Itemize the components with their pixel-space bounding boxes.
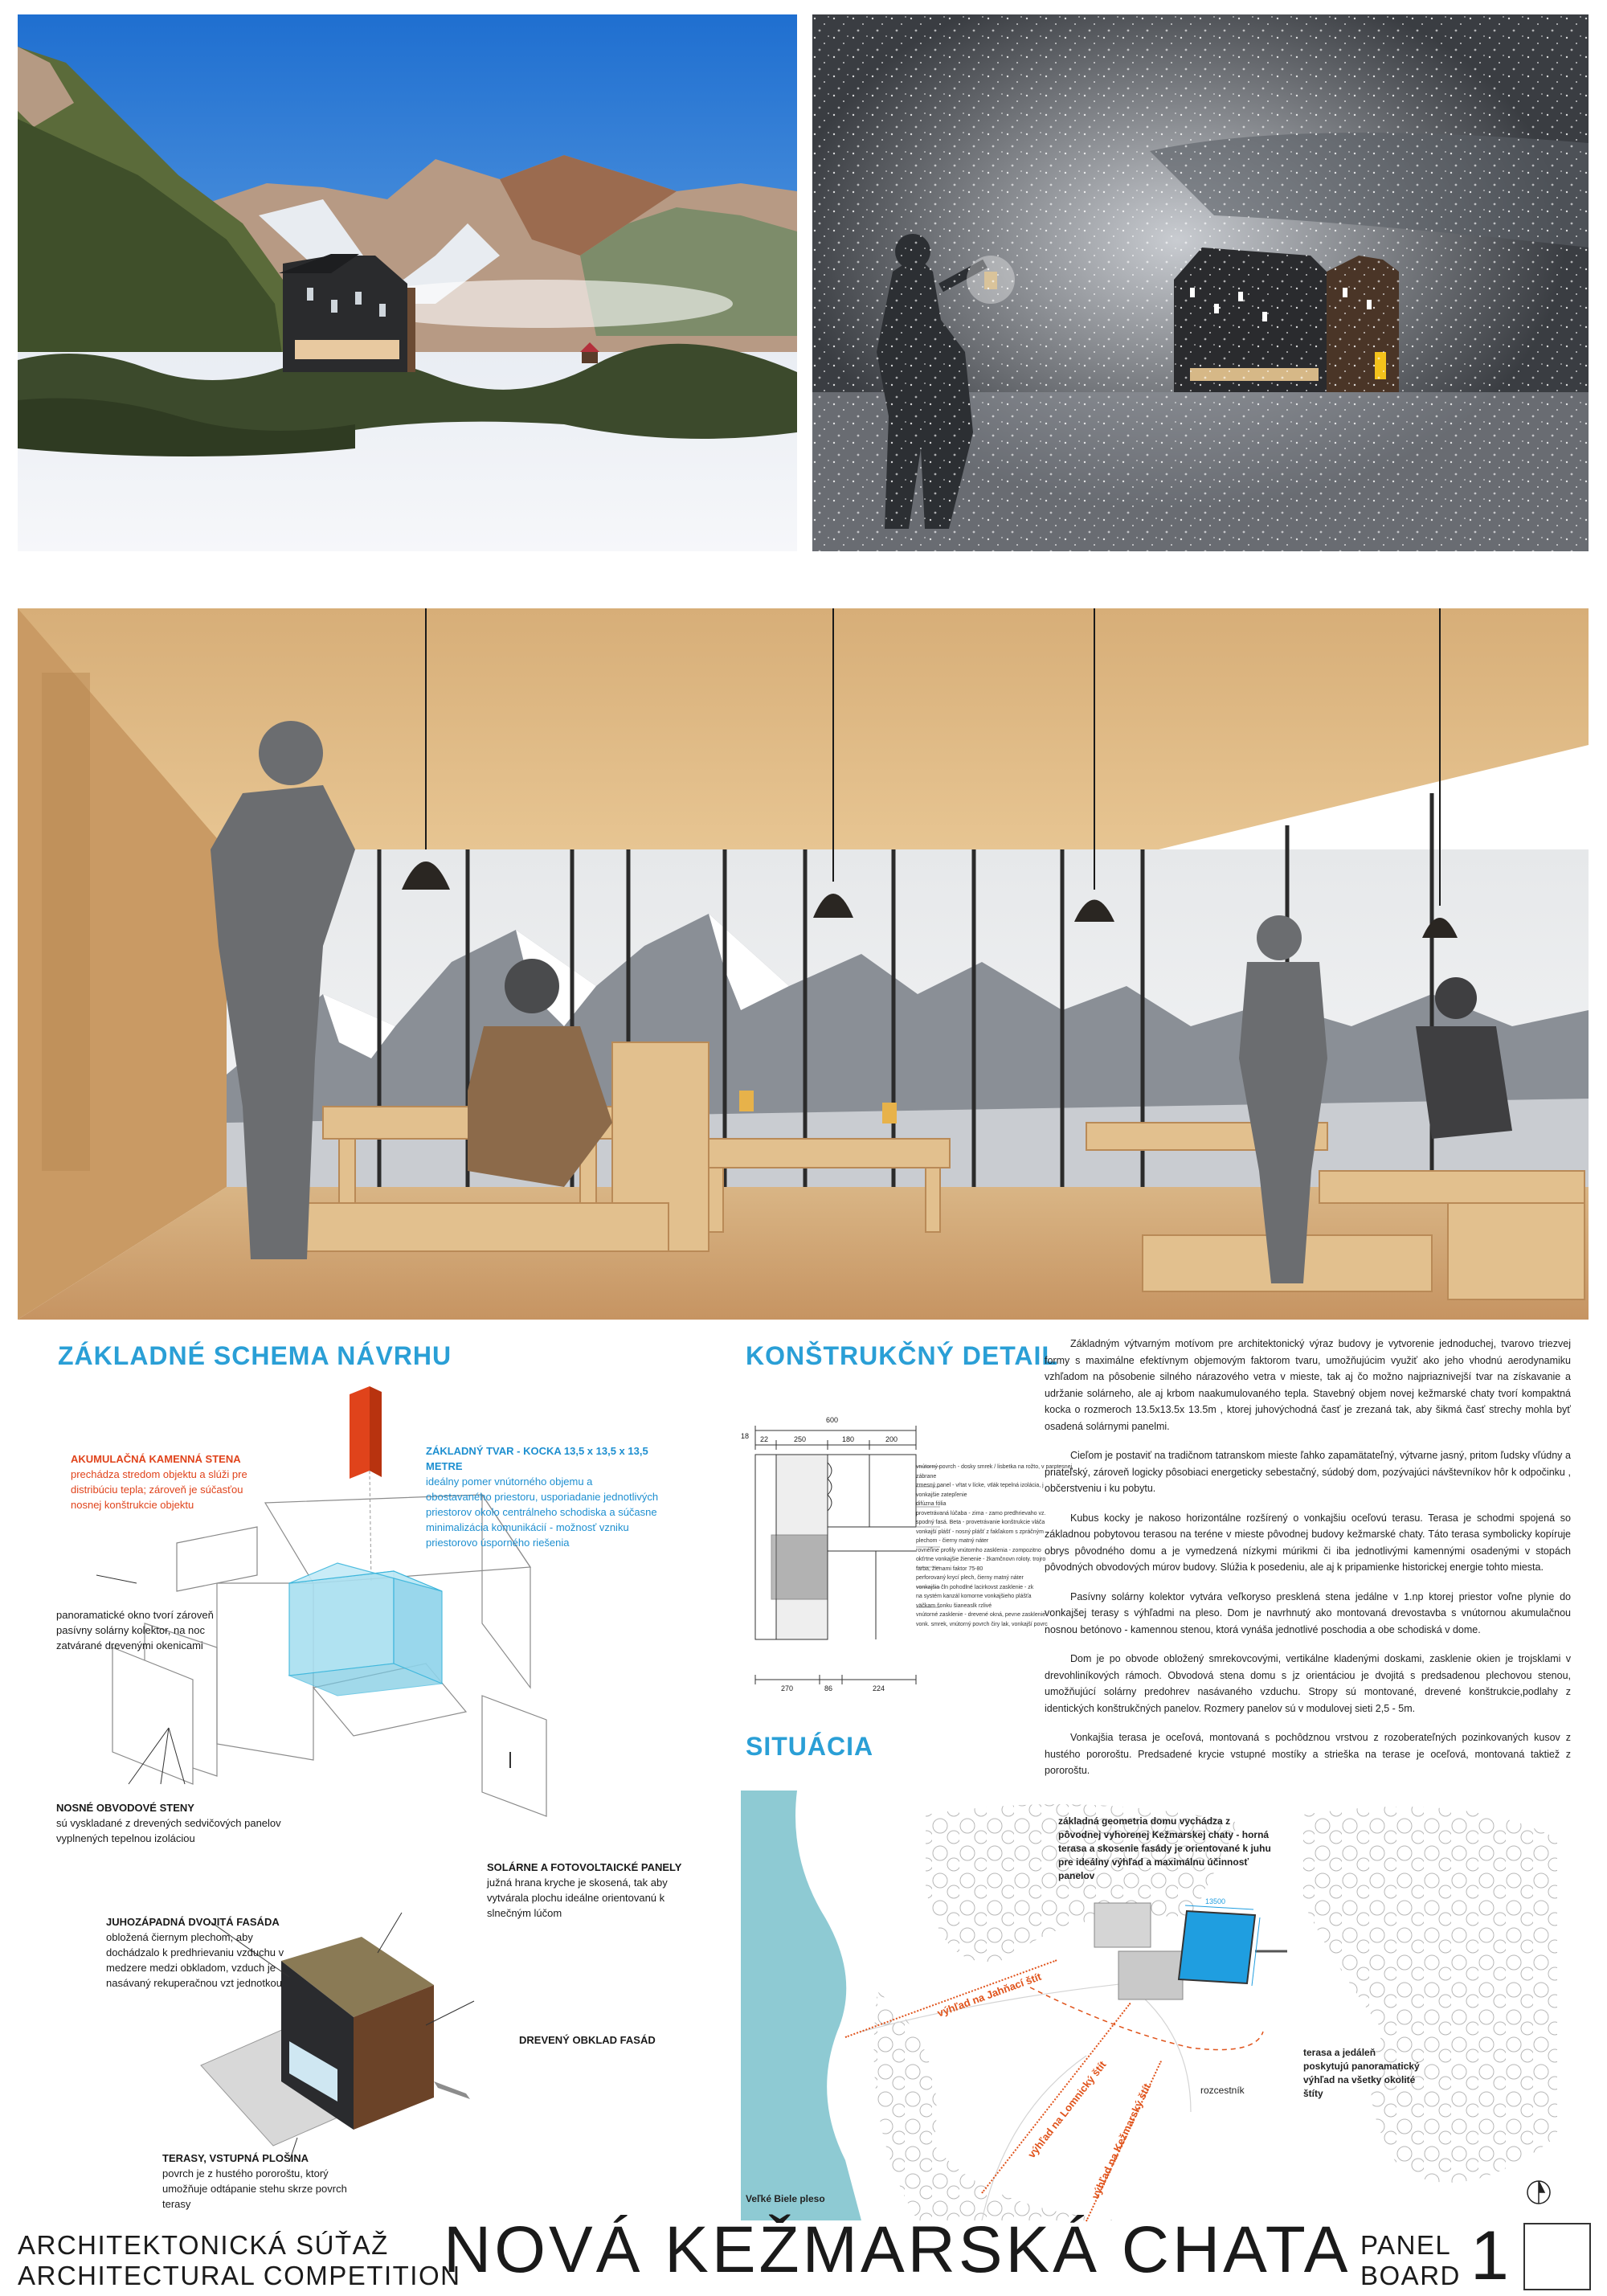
detail-legend-item: väčkam šonku šianeaslk rzlivé bbox=[916, 1602, 992, 1609]
description-paragraph: Pasívny solárny kolektor vytvára veľkoryso presklená stena jedálne v 1.np ktorej priestor voľne plynie do vonkajšej terasy s výhľadmi na pleso. Dom je navrhnutý ako montovaná drevostavba s vnútornou akumulačnou nosnou betónovo - kamennou stenou, ktorá vynáša jednotlivé poschodia a obe schodiská v dome. bbox=[1045, 1590, 1571, 1635]
note-stone-wall-body: prechádza stredom objektu a slúži pre distribúciu tepla; zároveň je súčasťou nosnej konštrukcie objektu bbox=[71, 1468, 247, 1511]
note-terrace-view: terasa a jedáleň poskytujú panoramatický výhľad na všetky okolité štíty bbox=[1303, 2047, 1420, 2099]
note-walls bbox=[56, 1800, 289, 1846]
panel-label-2: BOARD bbox=[1360, 2261, 1461, 2290]
note-facade-body: obložená čiernym plechom, aby dochádzalo k predhrievaniu vzduchu v medzere medzi obkladom, vzduch je nasávaný rekuperačnou vzt jednotkou bbox=[106, 1931, 284, 1989]
note-terraces bbox=[162, 2151, 355, 2212]
note-geometry: základná geometria domu vychádza z pôvodnej vyhorenej Kežmarskej chaty - horná terasa a skosenie fasády je orientované k juhu pre ideálny výhľad a maximálnu účinnosť panelov bbox=[1058, 1815, 1271, 1881]
note-walls-body: sú vyskladané z drevených sedvičových panelov vyplnených tepelnou izoláciou bbox=[56, 1817, 281, 1844]
dim-top-4: 200 bbox=[885, 1435, 898, 1443]
detail-legend-item: vonkajší plášť - nosný plášť z fakľakom s zpráčným bbox=[916, 1529, 1045, 1535]
description-paragraph: Vonkajšia terasa je oceľová, montovaná s pochôdznou vrstvou z rozoberateľných pozinkovaných kusov z hustého pororoštu. Predsadené krycie vstupné mostíky a strieška na terase je oceľová, montovaná taktiež z pororoštu. bbox=[1045, 1732, 1571, 1776]
competition-label-en: ARCHITECTURAL COMPETITION bbox=[18, 2261, 461, 2290]
detail-legend-item: spodný fasá. Beta - provetrávanie konštrukcie vláča bbox=[916, 1520, 1045, 1525]
situation-map bbox=[741, 1791, 1557, 2220]
exterior-render-storm bbox=[812, 14, 1589, 551]
board-number: 1 bbox=[1470, 2217, 1509, 2294]
note-stone-wall-title: AKUMULAČNÁ KAMENNÁ STENA bbox=[71, 1453, 241, 1465]
dim-top-1: 22 bbox=[760, 1435, 769, 1443]
note-panoramic-window: panoramatické okno tvorí zároveň pasívny solárny kolektor, na noc zatvárané drevenými okenicami bbox=[56, 1609, 214, 1651]
detail-legend-item: vonkajšia čln pohodlné lacirkovst zasklenie - zk bbox=[916, 1584, 1034, 1590]
situation-heading: SITUÁCIA bbox=[746, 1732, 874, 1761]
dim-bottom-3: 224 bbox=[873, 1684, 885, 1692]
detail-legend-item: vonkajšie zatepľenie bbox=[916, 1492, 967, 1498]
detail-legend-item: perforovaný krycí plech, čierny matný náter bbox=[916, 1575, 1024, 1581]
description-text bbox=[1045, 1336, 1571, 1792]
description-paragraph: Cieľom je postaviť na tradičnom tatranskom mieste ľahko zapamätateľný, výtvarne jasný, pritom ľudsky vľúdny a priateľský, zároveň logicky pôsobiaci energeticky sebestačný, súdobý dom, pozývajúci návštevníkov hôr k odpočinku , občerstveniu i ku pobytu. bbox=[1045, 1450, 1571, 1494]
detail-heading: KONŠTRUKČNÝ DETAIL bbox=[746, 1341, 1058, 1370]
note-facade-title: JUHOZÁPADNÁ DVOJITÁ FASÁDA bbox=[106, 1916, 280, 1928]
detail-legend-item: vnútorné zasklenie - drevené okná, pevne zasklenie bbox=[916, 1612, 1046, 1618]
interior-image bbox=[18, 608, 1589, 1320]
detail-legend-item: vonk. smrek, vnútorný povrch čiry lak, vonkajší povrc bbox=[916, 1621, 1048, 1627]
building-dim: 13500 bbox=[1205, 1897, 1226, 1905]
detail-legend-item: plechom - čierny matný náter bbox=[916, 1538, 989, 1544]
panel-label bbox=[1360, 2230, 1461, 2291]
label-rozcestnik: rozcestník bbox=[1200, 2085, 1245, 2096]
competition-label-sk: ARCHITEKTONICKÁ SÚŤAŽ bbox=[18, 2230, 389, 2260]
detail-legend-item: rovnéľine profily vnútornho zasklenia - zompozitno bbox=[916, 1547, 1041, 1553]
exterior-render-day bbox=[18, 14, 797, 551]
detail-legend-item: zmesný panel - vŕtat v lícke, vtlák tepelná izolácia, j bbox=[916, 1483, 1044, 1488]
detail-drawing bbox=[739, 1414, 1077, 1720]
note-stone-wall bbox=[71, 1451, 264, 1512]
detail-legend-item: vnútorný povrch - dosky smrek / lisbetka na rožto, v parotesnej zábrane bbox=[916, 1464, 1073, 1480]
label-lake: Veľké Biele pleso bbox=[746, 2193, 825, 2204]
note-cladding: DREVENÝ OBKLAD FASÁD bbox=[519, 2034, 656, 2046]
project-title: NOVÁ KEŽMARSKÁ CHATA bbox=[444, 2213, 1351, 2286]
note-basic-shape bbox=[426, 1443, 659, 1550]
description-paragraph: Kubus kocky je nakoso horizontálne rozšírený o vonkajšiu oceľovú terasu. Terasa je schodmi spojená so základnou pobytovou terasou na teréne v mieste pôvodnej budovy kežmarské chaty. Táto terasa symbolicky kopíruje obrys pôvodného domu a je vymedzená nízkymi múrikmi či iba jednotlivými kamennými osadenými v stopách pôvodných obvodových múrov budovy. Slúžia k posedeniu, ale aj k pripamienke historickej energie tohto miesta. bbox=[1045, 1512, 1571, 1573]
note-solar-panels bbox=[487, 1860, 696, 1921]
view-label-3: výhľad na Kežmarský štít bbox=[1089, 2081, 1154, 2201]
dim-bottom-2: 86 bbox=[824, 1684, 833, 1692]
interior-render bbox=[18, 608, 1589, 1320]
competition-label bbox=[18, 2230, 460, 2291]
dim-top-2: 250 bbox=[794, 1435, 807, 1443]
board-box bbox=[1523, 2223, 1591, 2290]
description-paragraph: Základným výtvarným motívom pre architektonický výraz budovy je vytvorenie jednoduchej, tvarovo triezvej formy s maximálne efektívnym objemovým faktorom tvaru, umožňujúcim využiť ako jeho vhodnú aerodynamiku vzhľadom na pôsobenie silného nárazového vetra v mieste, tak aj čo možno najpriaznivejší tvar na získavanie a udržanie solárneho, ale aj krbom naakumulovaného tepla. Stavebný objem novej kežmarské chaty tvorí kompaktná kocka o rozmeroch 13.5x13.5x 13.5m , ktorej juhovýchodná časť je zrezaná tak, aby šikmá časť strechy mohla byť osadená solárnymi panelmi. bbox=[1045, 1338, 1571, 1432]
note-basic-shape-title: ZÁKLADNÝ TVAR - KOCKA 13,5 x 13,5 x 13,5 METRE bbox=[426, 1445, 648, 1472]
detail-legend-item: farba, žienami faktor 75-80 bbox=[916, 1565, 983, 1572]
detail-legend-item: provetrávaná lúčaba - zima - zamo predhrievaho vz. bbox=[916, 1510, 1046, 1516]
note-basic-shape-body: ideálny pomer vnútorného objemu a obostavaného priestoru, usporiadanie jednotlivých priestorov okolo centrálneho schodiska a súčasne minimalizácia komunikácií - možnosť vzniku priestorovo úsporného riešenia bbox=[426, 1475, 659, 1549]
note-walls-title: NOSNÉ OBVODOVÉ STENY bbox=[56, 1802, 194, 1814]
view-label-1: výhľad na Jahňací štít bbox=[935, 1970, 1043, 2020]
view-label-2: výhľad na Lomnický štít bbox=[1025, 2058, 1109, 2161]
exterior-day-image bbox=[18, 14, 797, 551]
detail-legend-item: difúzna fólia bbox=[916, 1501, 947, 1507]
note-terraces-title: TERASY, VSTUPNÁ PLOŠINA bbox=[162, 2152, 309, 2164]
panel-label-1: PANEL bbox=[1360, 2230, 1452, 2260]
exterior-storm-image bbox=[812, 14, 1589, 551]
schema-heading: ZÁKLADNÉ SCHEMA NÁVRHU bbox=[58, 1341, 452, 1370]
dim-side: 18 bbox=[741, 1432, 750, 1440]
dim-bottom-1: 270 bbox=[781, 1684, 794, 1692]
note-solar-body: južná hrana kryche je skosená, tak aby vytvárala plochu ideálne orientovanú k slnečným lúčom bbox=[487, 1876, 668, 1919]
dim-top-3: 180 bbox=[842, 1435, 855, 1443]
dim-total: 600 bbox=[826, 1416, 839, 1424]
note-terraces-body: povrch je z hustého pororoštu, ktorý umožňuje odtápanie stehu skrze povrch terasy bbox=[162, 2167, 347, 2210]
note-facade bbox=[106, 1914, 307, 1991]
description-paragraph: Dom je po obvode obložený smrekovcovými, vertikálne kladenými doskami, zasklenie okien je trojsklami v drevohliníkových rámoch. Obvodová stena domu s jz orientáciou je dvojitá s predsadenou plechovou stenou, umožňujúcí solárny predohrev nasávaného vzduchu. Stropy sú montované, drevené konštrukcie,podlahy z identických konštrukčných panelov. Rozmery panelov sú v modulovej sieti 2,5 - 5m. bbox=[1045, 1653, 1571, 1714]
detail-legend-item: okťrtne vonkajšie žienenie - žkamčnovn roloty. trojro bbox=[916, 1557, 1046, 1562]
detail-legend-item: na systém kanzál komorne vonkajšieho plášťa bbox=[916, 1594, 1032, 1599]
note-solar-title: SOLÁRNE A FOTOVOLTAICKÉ PANELY bbox=[487, 1861, 682, 1873]
